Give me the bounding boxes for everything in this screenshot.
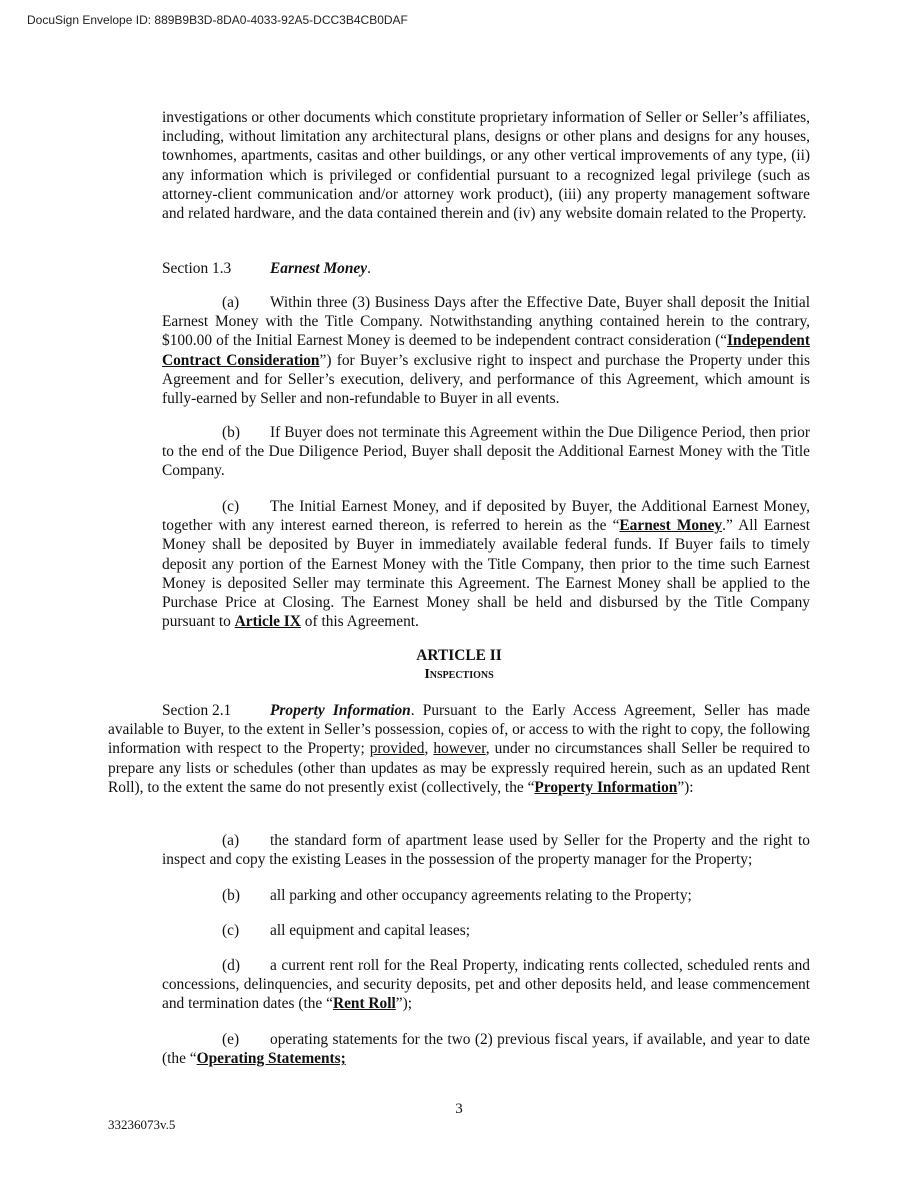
text-run: provided: [369, 740, 425, 758]
defined-term: Operating Statements;: [196, 1050, 346, 1068]
defined-term: Rent Roll: [332, 995, 396, 1013]
paragraph-text: [270, 887, 692, 904]
section-2-1-e: [162, 1030, 810, 1068]
text-run: ”) for Buyer’s exclusive right to inspect and purchase the Property under this Agreement and for Seller’s execution, delivery, and performance of this Agreement, which amount is fully-earned by Seller and non-refundable to Buyer in all events.: [162, 351, 810, 408]
section-2-1-a: [162, 831, 810, 869]
section-1-3-heading: [162, 259, 810, 278]
paragraph-text: [162, 109, 810, 222]
text-run: ”):: [677, 778, 694, 796]
section-2-1-c: [162, 921, 810, 940]
defined-term: Property Information: [534, 778, 678, 796]
text-run: Within three (3) Business Days after the Effective Date, Buyer shall deposit the Initial Earnest Money with the Title Company. Notwithstanding anything contained herein to the contrary, $100.00 of the Initial Earnest Money is deemed to be independent contract consideration (“: [162, 294, 810, 350]
item-label: (c): [222, 922, 240, 939]
text-run: all parking and other occupancy agreements relating to the Property;: [270, 887, 692, 904]
text-run: investigations or other documents which constitute proprietary information of Seller or Seller’s affiliates, including, without limitation any architectural plans, designs or other plans and designs for any houses, townhomes, apartments, casitas and other buildings, or any other vertical improvements of any type, (ii) any information which is privileged or confidential pursuant to a recognized legal privilege (such as attorney-client communication and/or attorney work product), (iii) any property management software and related hardware, and the data contained therein and (iv) any website domain related to the Property.: [162, 109, 810, 223]
paragraph-text: [270, 922, 470, 939]
section-1-3-a: [162, 293, 810, 408]
item-label: (b): [222, 887, 240, 904]
defined-term: Independent Contract Consideration: [162, 332, 810, 369]
article-title: Inspections: [424, 667, 494, 682]
text-run: a current rent roll for the Real Property, indicating rents collected, scheduled rents and concessions, delinquencies, and security deposits, pet and other deposits held, and lease commencement and termination dates (the “: [162, 957, 810, 1013]
section-1-3-c: [162, 497, 810, 631]
page-number: 3: [455, 1101, 463, 1117]
defined-term: Earnest Money: [619, 517, 723, 535]
text-run: ,: [424, 740, 434, 758]
document-version: 33236073v.5: [108, 1117, 176, 1132]
text-run: .” All Earnest Money shall be deposited by Buyer in immediately available federal funds. If Buyer fails to timely deposit any portion of the Earnest Money with the Title Company, then prior to the time such Earnest Money is deposited Seller may terminate this Agreement. The Earnest Money shall be applied to the Purchase Price at Closing. The Earnest Money shall be held and disbursed by the Title Company pursuant to: [162, 517, 810, 631]
paragraph-text: [162, 498, 810, 630]
item-label: (c): [222, 498, 240, 515]
section-2-1: [108, 701, 810, 797]
docusign-envelope-id: DocuSign Envelope ID: 889B9B3D-8DA0-4033-92A5-DCC3B4CB0DAF: [27, 13, 408, 27]
item-label: (e): [222, 1031, 240, 1048]
item-label: (a): [222, 832, 240, 849]
section-1-3-b: [162, 423, 810, 481]
item-label: (a): [222, 294, 240, 311]
text-run: Earnest Money: [270, 260, 368, 277]
text-run: . Pursuant to the Early Access Agreement, Seller has made available to Buyer, to the extent in Seller’s possession, copies of, or access to with the right to copy, the following information with respect to the Property;: [108, 702, 811, 758]
paragraph-intro: [162, 108, 810, 223]
text-run: all equipment and capital leases;: [270, 922, 471, 939]
text-run: of this Agreement.: [300, 613, 419, 631]
text-run: Property Information: [270, 702, 411, 719]
article-number: ARTICLE II: [416, 647, 502, 664]
section-2-1-b: [162, 886, 810, 905]
text-run: .: [367, 260, 371, 277]
item-label: (b): [222, 424, 240, 441]
text-run: ”);: [395, 995, 413, 1013]
text-run: , under no circumstances shall Seller be required to prepare any lists or schedules (other than updates as may be expressly required herein, such as an updated Rent Roll), to the extent the same do not presently exist (collectively, the “: [108, 740, 810, 796]
defined-term: Article IX: [234, 613, 301, 631]
section-number: Section 2.1: [162, 702, 232, 719]
text-run: If Buyer does not terminate this Agreement within the Due Diligence Period, then prior to the end of the Due Diligence Period, Buyer shall deposit the Additional Earnest Money with the Title Company.: [162, 424, 810, 480]
section-2-1-d: [162, 956, 810, 1014]
text-run: however: [433, 740, 486, 758]
text-run: The Initial Earnest Money, and if deposited by Buyer, the Additional Earnest Money, together with any interest earned thereon, is referred to herein as the “: [162, 498, 810, 535]
item-label: (d): [222, 957, 240, 974]
section-number: Section 1.3: [162, 260, 232, 277]
section-title: [270, 260, 371, 277]
text-run: operating statements for the two (2) previous fiscal years, if available, and year to date (the “: [162, 1031, 810, 1068]
text-run: the standard form of apartment lease used by Seller for the Property and the right to inspect and copy the existing Leases in the possession of the property manager for the Property;: [162, 832, 810, 869]
